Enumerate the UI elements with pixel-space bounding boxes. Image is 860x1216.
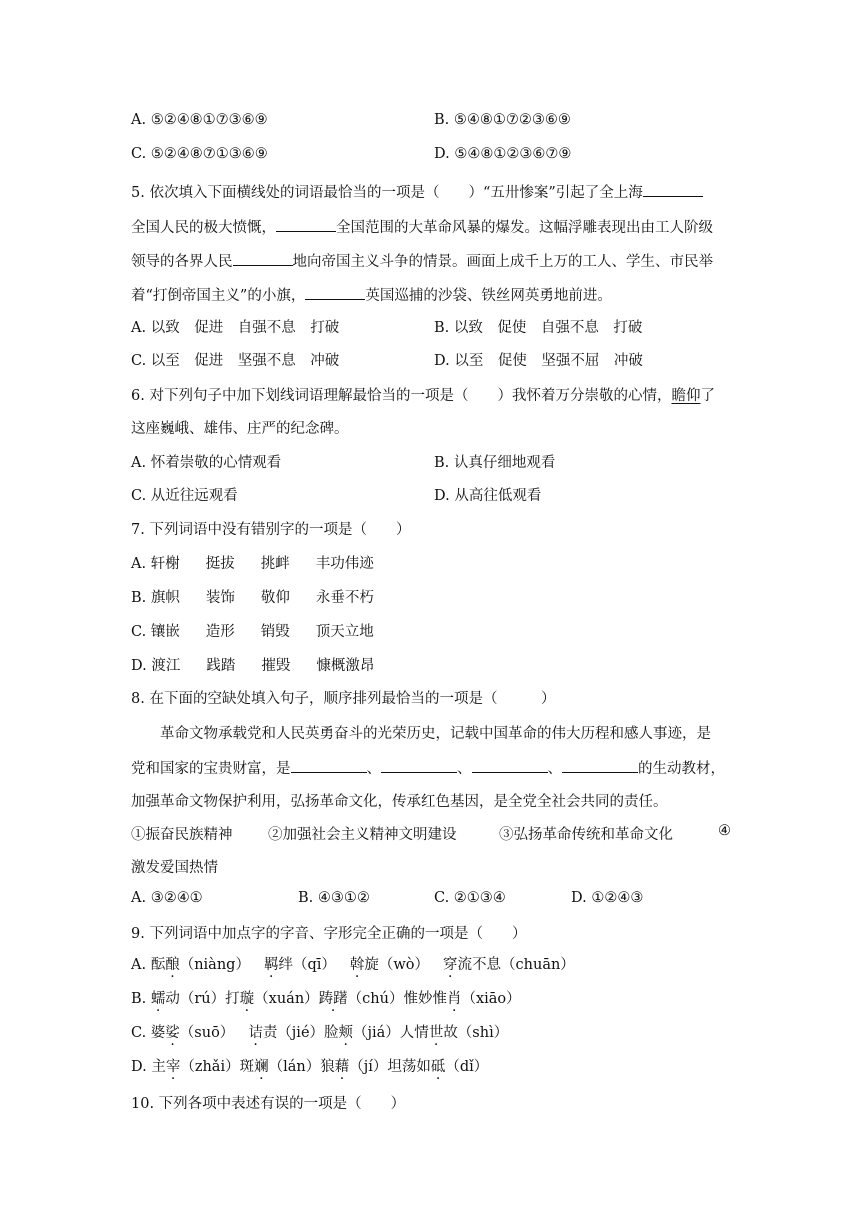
q5-text: 全国人民的极大愤慨， — [131, 220, 276, 236]
q7-option-b — [131, 586, 374, 607]
q9-option-c — [131, 1021, 508, 1042]
answer-blank — [305, 285, 365, 300]
q8-sentence-4-marker: ④ — [718, 823, 731, 839]
q9-text: D. 主 — [131, 1059, 166, 1075]
q6-text: 6. 对下列句子中加下划线词语理解最恰当的一项是（ ）我怀着万分崇敬的心情， — [131, 388, 672, 404]
q8-text: 党和国家的宝贵财富，是 — [131, 761, 291, 777]
q8-option-b: B. ④③①② — [298, 890, 370, 906]
q9-text: （niàng） — [179, 957, 250, 973]
q4-option-b: B. ⑤④⑧①⑦②③⑥⑨ — [434, 112, 571, 128]
q7-word: 顶天立地 — [315, 624, 374, 640]
q4-option-c: C. ⑤②④⑧⑦①③⑥⑨ — [131, 146, 268, 162]
dotted-char: 宰 — [165, 1059, 181, 1075]
q9-text: B. — [131, 991, 151, 1007]
q7-word: 造形 — [205, 624, 235, 640]
q7-word: 践踏 — [206, 658, 236, 674]
q8-stem: 8. 在下面的空缺处填入句子，顺序排列最恰当的一项是（ ） — [131, 691, 556, 707]
q7-word: 装饰 — [205, 590, 235, 606]
q9-text: （chú）惟妙惟 — [347, 991, 447, 1007]
answer-blank — [643, 182, 703, 197]
q5-option-c: C. 以至 促进 坚强不息 冲破 — [131, 353, 340, 369]
q5-text: 地向帝国主义斗争的情景。画面上成千上万的工人、学生、市民举 — [292, 254, 713, 270]
q9-text: （lán）狼 — [268, 1059, 335, 1075]
q5-stem-line2 — [131, 216, 713, 237]
q7-option-a — [131, 552, 374, 573]
q9-text: （zhǎi）斑 — [180, 1059, 255, 1075]
q10-stem: 10. 下列各项中表述有误的一项是（ ） — [131, 1096, 406, 1112]
q9-text: （suō） — [179, 1025, 235, 1041]
answer-blank — [291, 758, 367, 773]
q8-sentence-2: ②加强社会主义精神文明建设 — [268, 827, 457, 843]
q6-option-b: B. 认真仔细地观看 — [434, 455, 556, 471]
q7-word: B. 旗帜 — [131, 590, 180, 606]
dotted-char: 蠕 — [150, 991, 166, 1007]
q8-sentence-1: ①振奋民族精神 — [131, 827, 233, 843]
answer-blank — [562, 758, 638, 773]
q8-sep: 、 — [366, 761, 381, 777]
q7-word: 永垂不朽 — [315, 590, 374, 606]
dotted-char: 颊 — [338, 1025, 354, 1041]
underlined-word: 瞻仰 — [671, 388, 701, 404]
q8-option-c: C. ②①③④ — [434, 890, 506, 906]
answer-blank — [233, 251, 293, 266]
q9-stem: 9. 下列词语中加点字的字音、字形完全正确的一项是（ ） — [131, 926, 527, 942]
dotted-char: 诘 — [248, 1025, 263, 1041]
q9-text: C. 婆 — [131, 1025, 166, 1041]
dotted-char: 斓 — [254, 1059, 269, 1075]
q8-sep: 、 — [547, 761, 562, 777]
q8-text: 的生动教材， — [638, 761, 725, 777]
q8-sentence-3: ③弘扬革命传统和革命文化 — [499, 827, 673, 843]
q8-passage-line3: 加强革命文物保护利用，弘扬革命文化，传承红色基因，是全党全社会共同的责任。 — [131, 794, 668, 810]
q8-sep: 、 — [457, 761, 472, 777]
q7-word: 慷概激昂 — [316, 658, 375, 674]
dotted-char: 踌躇 — [318, 991, 348, 1007]
dotted-char: 斡 — [349, 957, 365, 973]
q5-text: 领导的各界人民 — [131, 254, 233, 270]
q7-stem: 7. 下列词语中没有错别字的一项是（ ） — [131, 522, 411, 538]
dotted-char: 羁 — [263, 957, 279, 973]
q5-text: 全国范围的大革命风暴的爆发。这幅浮雕表现出由工人阶级 — [336, 220, 713, 236]
q5-stem-line3 — [131, 250, 713, 271]
q5-text: 英国巡捕的沙袋、铁丝网英勇地前进。 — [365, 288, 612, 304]
q9-text: 绊（qī） — [278, 957, 336, 973]
q5-stem-line4 — [131, 284, 612, 305]
q6-text: 了 — [700, 388, 715, 404]
q9-option-d — [131, 1055, 488, 1076]
q7-option-d — [131, 654, 374, 675]
q8-passage-line2 — [131, 757, 725, 778]
q9-text: （dǐ） — [445, 1059, 489, 1075]
q9-text: 责（jié）脸 — [262, 1025, 339, 1041]
q5-text: 着“打倒帝国主义”的小旗， — [131, 288, 306, 304]
q9-text: 故（shì） — [443, 1025, 509, 1041]
q7-option-c — [131, 620, 374, 641]
q9-text: （xiāo） — [461, 991, 521, 1007]
dotted-char: 砥 — [430, 1059, 446, 1075]
q4-option-d: D. ⑤④⑧①②③⑥⑦⑨ — [434, 146, 572, 162]
q6-option-d: D. 从高往低观看 — [434, 488, 542, 504]
q6-stem-line1 — [131, 384, 715, 405]
q7-word: C. 镶嵌 — [131, 624, 180, 640]
q9-text: 流不息（chuān） — [457, 957, 575, 973]
q7-word: D. 渡江 — [131, 658, 181, 674]
q9-text: （xuán） — [254, 991, 319, 1007]
answer-blank — [276, 217, 336, 232]
q8-passage-line1: 革命文物承载党和人民英勇奋斗的光荣历史，记载中国革命的伟大历程和感人事迹，是 — [131, 726, 711, 742]
q7-word: 摧毁 — [261, 658, 291, 674]
q9-text: （jiá）人情 — [353, 1025, 429, 1041]
q9-option-a — [131, 953, 575, 974]
dotted-char: 娑 — [165, 1025, 180, 1041]
dotted-char: 肖 — [446, 991, 462, 1007]
dotted-char: 藉 — [334, 1059, 350, 1075]
q9-text: A. 酝 — [131, 957, 166, 973]
q6-stem-line2: 这座巍峨、雄伟、庄严的纪念碑。 — [131, 421, 349, 437]
answer-blank — [472, 758, 548, 773]
q6-option-c: C. 从近往远观看 — [131, 488, 238, 504]
q8-option-a: A. ③②④① — [131, 890, 203, 906]
q4-option-a: A. ⑤②④⑧①⑦③⑥⑨ — [131, 112, 268, 128]
q7-word: 挺拔 — [205, 556, 235, 572]
q5-option-a: A. 以致 促进 自强不息 打破 — [131, 320, 340, 336]
dotted-char: 世 — [428, 1025, 444, 1041]
q5-option-d: D. 以至 促使 坚强不屈 冲破 — [434, 353, 643, 369]
q5-option-b: B. 以致 促使 自强不息 打破 — [434, 320, 643, 336]
dotted-char: 酿 — [165, 957, 180, 973]
q7-word: 销毁 — [260, 624, 290, 640]
q9-option-b — [131, 987, 521, 1008]
q8-option-d: D. ①②④③ — [571, 890, 644, 906]
q9-text: （jí）坦荡如 — [349, 1059, 431, 1075]
q7-word: 挑衅 — [260, 556, 290, 572]
q7-word: 敬仰 — [260, 590, 290, 606]
q5-stem-line1 — [131, 181, 703, 202]
dotted-char: 穿 — [443, 957, 458, 973]
answer-blank — [381, 758, 457, 773]
dotted-char: 璇 — [239, 991, 255, 1007]
q6-option-a: A. 怀着崇敬的心情观看 — [131, 455, 282, 471]
q7-word: 丰功伟迹 — [315, 556, 374, 572]
q9-text: 旋（wò） — [364, 957, 430, 973]
q9-text: 动（rú）打 — [165, 991, 240, 1007]
q8-sentence-4: 激发爱国热情 — [131, 860, 218, 876]
q5-text: 5. 依次填入下面横线处的词语最恰当的一项是（ ）“五卅惨案”引起了全上海 — [131, 185, 643, 201]
q7-word: A. 轩榭 — [131, 556, 180, 572]
